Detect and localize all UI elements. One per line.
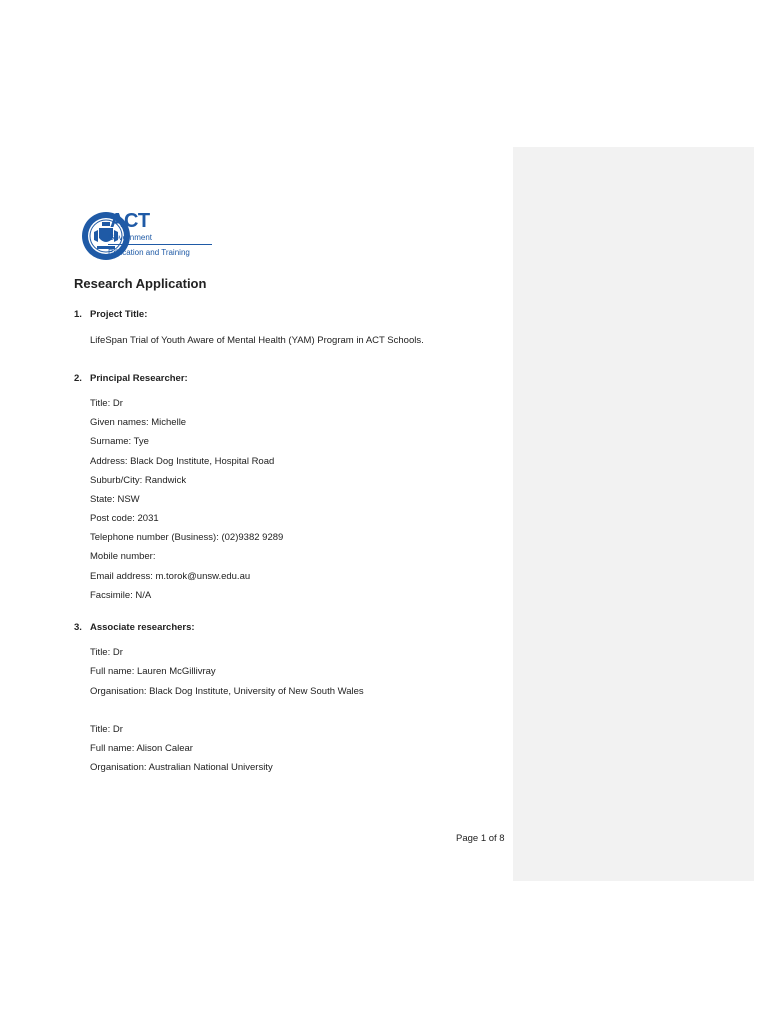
comment-pane <box>513 147 754 881</box>
field-line: Given names: Michelle <box>90 417 187 428</box>
field-line: Title: Dr <box>90 647 123 658</box>
logo-divider <box>108 244 212 245</box>
field-line: Address: Black Dog Institute, Hospital Road <box>90 456 275 467</box>
section-3-heading <box>74 622 195 633</box>
project-title-value: LifeSpan Trial of Youth Aware of Mental Health (YAM) Program in ACT Schools. <box>90 335 424 346</box>
logo-government-text: Government <box>108 233 153 242</box>
field-line: Title: Dr <box>90 398 123 409</box>
field-line: Surname: Tye <box>90 436 149 447</box>
section-number: 1. <box>74 309 82 320</box>
section-heading-text: Principal Researcher: <box>90 373 188 384</box>
field-line: Mobile number: <box>90 551 156 562</box>
section-heading-text: Project Title: <box>90 309 148 320</box>
section-number: 3. <box>74 622 82 633</box>
field-line: Post code: 2031 <box>90 513 159 524</box>
field-line: Facsimile: N/A <box>90 590 152 601</box>
section-1-heading <box>74 309 147 320</box>
act-education-logo <box>80 208 220 264</box>
page-number: Page 1 of 8 <box>456 833 505 844</box>
section-heading-text: Associate researchers: <box>90 622 195 633</box>
section-2-heading <box>74 373 188 384</box>
field-line: Full name: Lauren McGillivray <box>90 666 216 677</box>
field-line: Telephone number (Business): (02)9382 9289 <box>90 532 284 543</box>
logo-act-text: ACT <box>110 210 150 232</box>
field-line: Full name: Alison Calear <box>90 743 193 754</box>
field-line: Organisation: Australian National University <box>90 762 273 773</box>
document-title: Research Application <box>74 276 207 291</box>
logo-department-text: Education and Training <box>108 248 190 257</box>
field-line: Organisation: Black Dog Institute, University of New South Wales <box>90 686 364 697</box>
field-line: Suburb/City: Randwick <box>90 475 187 486</box>
field-line: Title: Dr <box>90 724 123 735</box>
field-line: Email address: m.torok@unsw.edu.au <box>90 571 251 582</box>
field-line: State: NSW <box>90 494 140 505</box>
section-number: 2. <box>74 373 82 384</box>
